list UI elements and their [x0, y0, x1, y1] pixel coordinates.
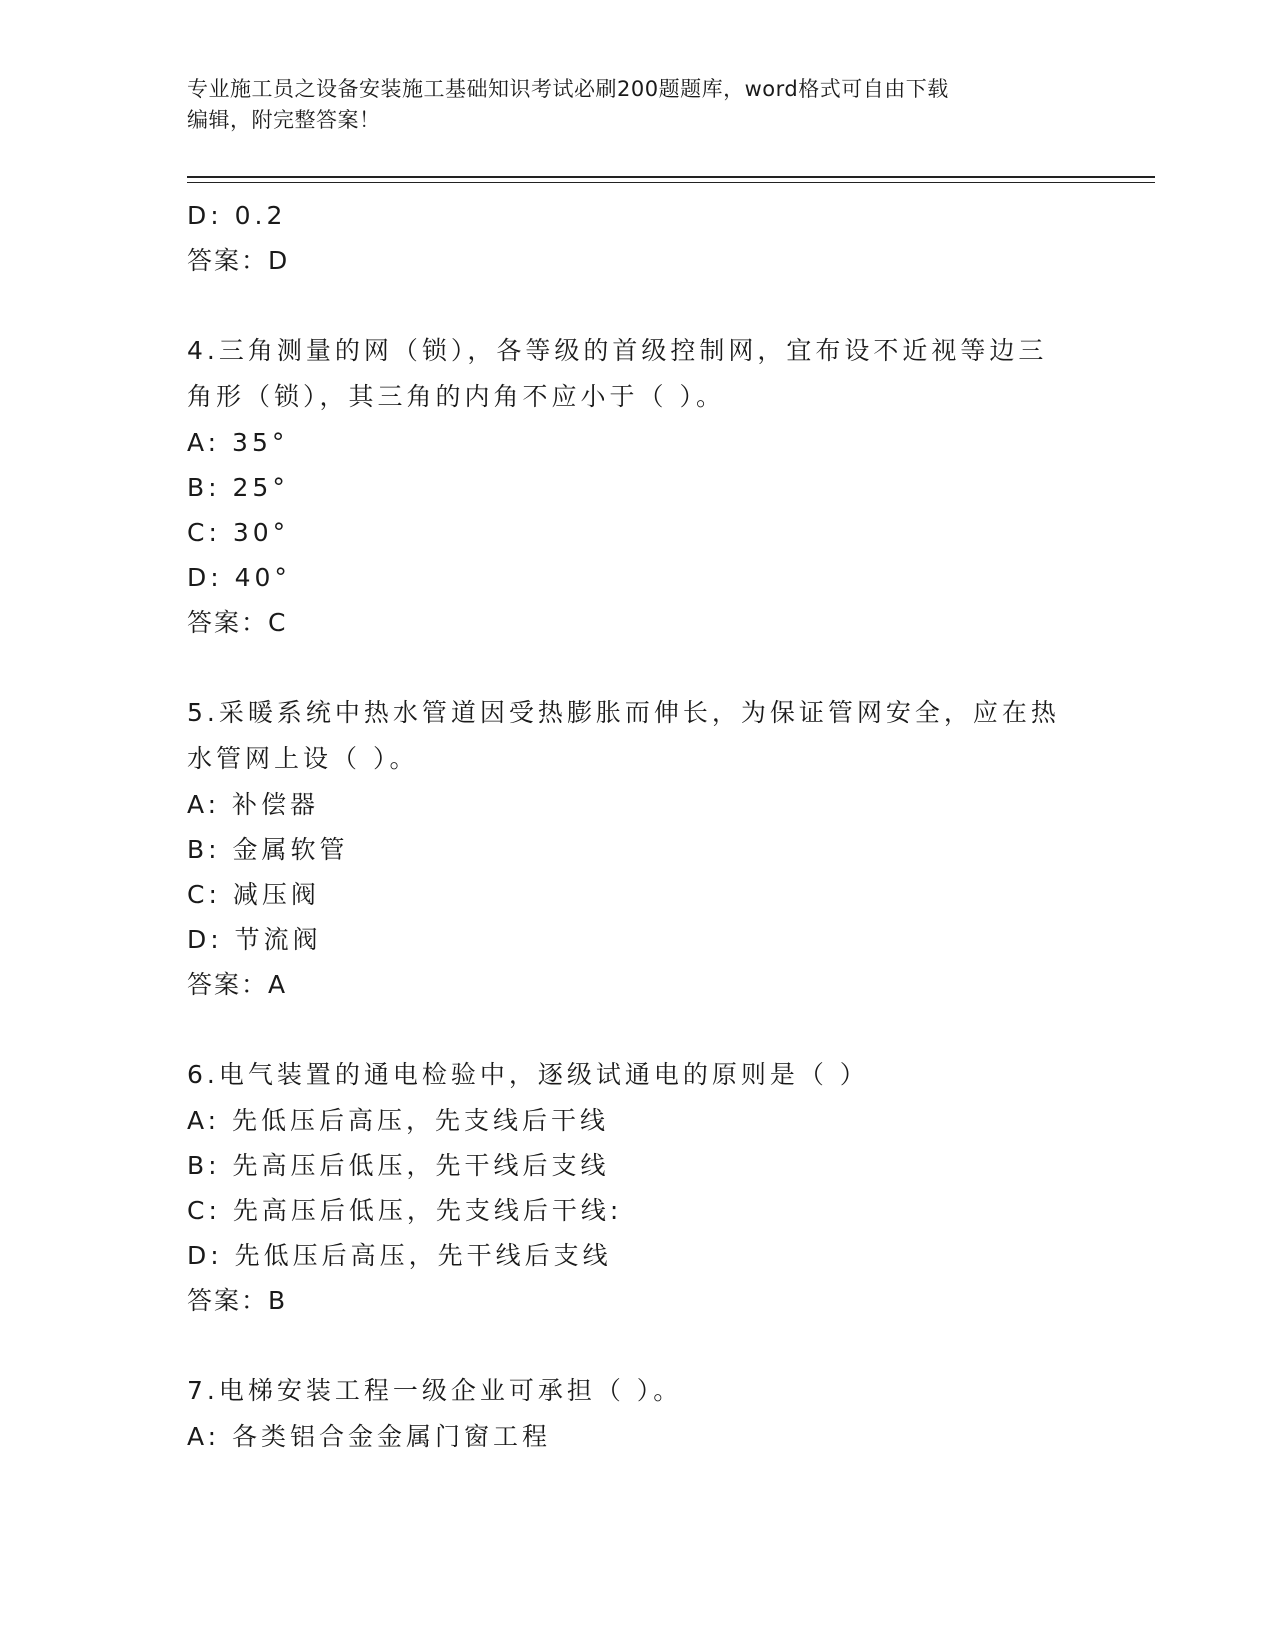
option-line: A: 补偿器 — [187, 790, 320, 819]
option-line: A: 各类铝合金金属门窗工程 — [187, 1422, 552, 1451]
spacer — [187, 1007, 1087, 1052]
question-list — [187, 193, 1087, 1459]
answer-line: 答案：C — [187, 608, 288, 637]
header-line-1: 专业施工员之设备安装施工基础知识考试必刷200题题库，word格式可自由下载 — [187, 77, 949, 101]
option-line: D: 先低压后高压，先干线后支线 — [187, 1241, 612, 1270]
option-line: B: 金属软管 — [187, 835, 349, 864]
question-text: 4.三角测量的网（锁），各等级的首级控制网，宜布设不近视等边三 — [187, 336, 1048, 365]
question-block-5 — [187, 690, 1087, 1007]
option-line: D: 节流阀 — [187, 925, 322, 954]
question-text: 6.电气装置的通电检验中，逐级试通电的原则是（ ） — [187, 1060, 869, 1089]
answer-line: 答案：B — [187, 1286, 288, 1315]
header-line-2: 编辑，附完整答案！ — [187, 108, 381, 132]
question-block-7 — [187, 1368, 1087, 1459]
header-divider-thick — [187, 176, 1155, 178]
header-divider-thin — [187, 182, 1155, 183]
document-header — [187, 74, 1087, 136]
option-line: A: 先低压后高压，先支线后干线 — [187, 1106, 610, 1135]
option-line: C: 30° — [187, 518, 290, 547]
option-line: B: 25° — [187, 473, 289, 502]
option-line: D: 40° — [187, 563, 291, 592]
spacer — [187, 1323, 1087, 1368]
question-text: 7.电梯安装工程一级企业可承担（ ）。 — [187, 1376, 683, 1405]
option-line: A: 35° — [187, 428, 289, 457]
option-line: C: 先高压后低压，先支线后干线: — [187, 1196, 623, 1225]
spacer — [187, 645, 1087, 690]
question-text: 角形（锁），其三角的内角不应小于（ ）。 — [187, 382, 725, 411]
question-text: 水管网上设（ ）。 — [187, 744, 419, 773]
spacer — [187, 283, 1087, 328]
question-block-6 — [187, 1052, 1087, 1323]
question-text: 5.采暖系统中热水管道因受热膨胀而伸长，为保证管网安全，应在热 — [187, 698, 1060, 727]
answer-line: 答案：D — [187, 246, 290, 275]
option-line: D: 0.2 — [187, 201, 287, 230]
option-line: C: 减压阀 — [187, 880, 320, 909]
answer-line: 答案：A — [187, 970, 288, 999]
question-block-4 — [187, 328, 1087, 645]
option-line: B: 先高压后低压，先干线后支线 — [187, 1151, 610, 1180]
